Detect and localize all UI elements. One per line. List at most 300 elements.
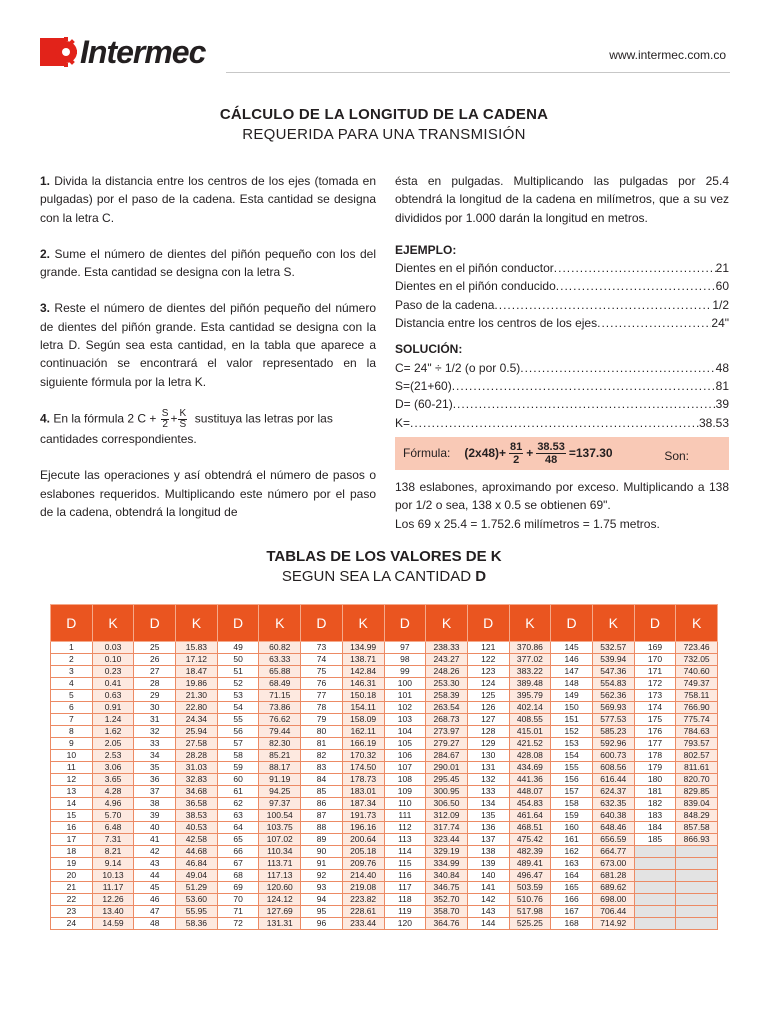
cell-k: 461.64	[509, 810, 551, 822]
cell-k: 40.53	[176, 822, 218, 834]
cell-d: 74	[301, 654, 343, 666]
cell-empty	[676, 882, 718, 894]
table-row	[51, 798, 718, 810]
solution-item-label: S=(21+60)	[395, 378, 452, 393]
cell-k: 732.05	[676, 654, 718, 666]
cell-k: 648.46	[592, 822, 634, 834]
cell-k: 395.79	[509, 690, 551, 702]
cell-k: 131.31	[259, 918, 301, 930]
cell-d: 12	[51, 774, 93, 786]
cell-k: 295.45	[426, 774, 468, 786]
cell-k: 138.71	[342, 654, 384, 666]
cell-d: 61	[217, 786, 259, 798]
cell-k: 632.35	[592, 798, 634, 810]
cell-k: 263.54	[426, 702, 468, 714]
cell-k: 706.44	[592, 906, 634, 918]
cell-d: 151	[551, 714, 593, 726]
cell-k: 233.44	[342, 918, 384, 930]
cell-d: 127	[467, 714, 509, 726]
cell-d: 111	[384, 810, 426, 822]
cell-empty	[634, 870, 676, 882]
cell-d: 177	[634, 738, 676, 750]
cell-d: 145	[551, 642, 593, 654]
cell-k: 3.06	[92, 762, 134, 774]
cell-d: 5	[51, 690, 93, 702]
result-text: 138 eslabones, aproximando por exceso. Multiplicando a 138 por 1/2 o sea, 138 x 0.5 se obtienen 69".	[395, 479, 729, 513]
cell-d: 25	[134, 642, 176, 654]
example-item-label: Dientes en el piñón conductor	[395, 261, 554, 276]
cell-k: 9.14	[92, 858, 134, 870]
cell-d: 81	[301, 738, 343, 750]
page-title-block	[0, 106, 768, 143]
cell-d: 66	[217, 846, 259, 858]
cell-d: 152	[551, 726, 593, 738]
cell-k: 428.08	[509, 750, 551, 762]
cell-k: 103.75	[259, 822, 301, 834]
cell-k: 25.94	[176, 726, 218, 738]
fraction-81-over-2: $\frac{81}{2}$	[510, 440, 523, 466]
formula-label: Fórmula:	[403, 446, 451, 461]
example-item-value: 24"	[711, 316, 729, 331]
cell-k: 468.51	[509, 822, 551, 834]
cell-k: 608.56	[592, 762, 634, 774]
cell-d: 88	[301, 822, 343, 834]
cell-d: 93	[301, 882, 343, 894]
cell-k: 482.39	[509, 846, 551, 858]
cell-k: 205.18	[342, 846, 384, 858]
column-header-k: K	[259, 605, 301, 642]
column-header-k: K	[92, 605, 134, 642]
cell-k: 421.52	[509, 738, 551, 750]
website-url[interactable]: www.intermec.com.co	[609, 48, 726, 62]
cell-k: 3.65	[92, 774, 134, 786]
cell-k: 389.48	[509, 678, 551, 690]
cell-k: 258.39	[426, 690, 468, 702]
table-row	[51, 762, 718, 774]
cell-k: 76.62	[259, 714, 301, 726]
cell-d: 83	[301, 762, 343, 774]
cell-k: 12.26	[92, 894, 134, 906]
column-header-d: D	[301, 605, 343, 642]
cell-d: 149	[551, 690, 593, 702]
table-row	[51, 786, 718, 798]
cell-d: 34	[134, 750, 176, 762]
cell-k: 279.27	[426, 738, 468, 750]
column-header-k: K	[509, 605, 551, 642]
table-row	[51, 678, 718, 690]
cell-d: 109	[384, 786, 426, 798]
cell-k: 82.30	[259, 738, 301, 750]
cell-d: 182	[634, 798, 676, 810]
cell-k: 525.25	[509, 918, 551, 930]
cell-d: 16	[51, 822, 93, 834]
cell-d: 140	[467, 870, 509, 882]
logo-wordmark: Intermec	[80, 33, 206, 70]
cell-d: 60	[217, 774, 259, 786]
cell-empty	[676, 918, 718, 930]
table-row	[51, 690, 718, 702]
cell-k: 13.40	[92, 906, 134, 918]
cell-d: 29	[134, 690, 176, 702]
cell-k: 34.68	[176, 786, 218, 798]
column-header-k: K	[676, 605, 718, 642]
cell-empty	[634, 906, 676, 918]
cell-d: 87	[301, 810, 343, 822]
column-header-d: D	[551, 605, 593, 642]
cell-d: 33	[134, 738, 176, 750]
cell-k: 539.94	[592, 654, 634, 666]
cell-k: 664.77	[592, 846, 634, 858]
cell-d: 160	[551, 822, 593, 834]
cell-d: 163	[551, 858, 593, 870]
cell-d: 78	[301, 702, 343, 714]
cell-k: 323.44	[426, 834, 468, 846]
cell-d: 185	[634, 834, 676, 846]
cell-k: 510.76	[509, 894, 551, 906]
cell-k: 32.83	[176, 774, 218, 786]
cell-k: 79.44	[259, 726, 301, 738]
cell-d: 90	[301, 846, 343, 858]
example-item-label: Paso de la cadena	[395, 297, 495, 312]
cell-k: 85.21	[259, 750, 301, 762]
cell-d: 77	[301, 690, 343, 702]
cell-k: 36.58	[176, 798, 218, 810]
cell-k: 248.26	[426, 666, 468, 678]
cell-d: 107	[384, 762, 426, 774]
cell-d: 70	[217, 894, 259, 906]
cell-k: 820.70	[676, 774, 718, 786]
column-header-d: D	[134, 605, 176, 642]
example-item-value: 60	[715, 279, 729, 294]
cell-k: 312.09	[426, 810, 468, 822]
cell-k: 689.62	[592, 882, 634, 894]
step-text: Sume el número de dientes del piñón pequeño con los del grande. Esta cantidad se designa con la letra S.	[40, 246, 376, 280]
cell-k: 65.88	[259, 666, 301, 678]
cell-k: 253.30	[426, 678, 468, 690]
cell-k: 0.10	[92, 654, 134, 666]
table-row	[51, 846, 718, 858]
cell-d: 167	[551, 906, 593, 918]
cell-d: 115	[384, 858, 426, 870]
cell-k: 329.19	[426, 846, 468, 858]
cell-d: 19	[51, 858, 93, 870]
cell-k: 22.80	[176, 702, 218, 714]
intermec-logo	[40, 32, 205, 72]
cell-k: 352.70	[426, 894, 468, 906]
cell-k: 698.00	[592, 894, 634, 906]
cell-d: 95	[301, 906, 343, 918]
cell-d: 98	[384, 654, 426, 666]
fraction-k-over-s: $\frac{K}{S}$	[179, 407, 187, 430]
cell-d: 133	[467, 786, 509, 798]
fraction-k-over-c: $\frac{38.53}{48}$	[537, 440, 565, 466]
cell-k: 46.84	[176, 858, 218, 870]
table-row	[51, 870, 718, 882]
cell-k: 532.57	[592, 642, 634, 654]
step-number: 2.	[40, 246, 51, 261]
table-row	[51, 666, 718, 678]
cell-empty	[634, 894, 676, 906]
cell-d: 168	[551, 918, 593, 930]
cell-d: 154	[551, 750, 593, 762]
cell-empty	[634, 882, 676, 894]
cell-d: 130	[467, 750, 509, 762]
cell-d: 100	[384, 678, 426, 690]
page-header	[40, 32, 730, 78]
continuation-text: ésta en pulgadas. Multiplicando las pulgadas por 25.4 obtendrá la longitud de la cadena en milímetros, que a su vez divididos por 1.000 darán la longitud en metros.	[395, 174, 729, 225]
cell-d: 184	[634, 822, 676, 834]
formula-result: =137.30	[568, 446, 613, 461]
formula-box	[395, 437, 729, 470]
cell-d: 79	[301, 714, 343, 726]
example-heading: EJEMPLO:	[395, 242, 457, 257]
cell-d: 132	[467, 774, 509, 786]
solution-heading: SOLUCIÓN:	[395, 342, 463, 357]
cell-k: 2.53	[92, 750, 134, 762]
cell-k: 448.07	[509, 786, 551, 798]
table-title-block	[0, 548, 768, 585]
column-header-k: K	[342, 605, 384, 642]
table-row	[51, 738, 718, 750]
cell-k: 290.01	[426, 762, 468, 774]
cell-d: 153	[551, 738, 593, 750]
cell-d: 6	[51, 702, 93, 714]
cell-empty	[676, 906, 718, 918]
cell-d: 26	[134, 654, 176, 666]
cell-d: 89	[301, 834, 343, 846]
cell-k: 68.49	[259, 678, 301, 690]
example-item-value: 21	[715, 261, 729, 276]
cell-k: 857.58	[676, 822, 718, 834]
cell-k: 793.57	[676, 738, 718, 750]
cell-d: 119	[384, 906, 426, 918]
cell-d: 64	[217, 822, 259, 834]
cell-d: 40	[134, 822, 176, 834]
cell-k: 238.33	[426, 642, 468, 654]
example-list	[395, 259, 729, 332]
solution-item	[395, 359, 729, 377]
cell-d: 73	[301, 642, 343, 654]
cell-k: 209.76	[342, 858, 384, 870]
cell-d: 21	[51, 882, 93, 894]
cell-k: 848.29	[676, 810, 718, 822]
cell-empty	[676, 894, 718, 906]
column-header-k: K	[592, 605, 634, 642]
cell-k: 0.23	[92, 666, 134, 678]
cell-d: 181	[634, 786, 676, 798]
header-divider	[226, 72, 730, 73]
cell-k: 107.02	[259, 834, 301, 846]
formula-expression: (2x48)+ $\frac{81}{2}$ + $\frac{38.53}{48}$ =137.30	[464, 440, 613, 466]
cell-k: 562.36	[592, 690, 634, 702]
cell-d: 91	[301, 858, 343, 870]
step-5: Ejecute las operaciones y así obtendrá el número de pasos o eslabones requeridos. Multiplicando este número por el paso de la cadena, obtendrá la longitud de	[40, 468, 376, 519]
table-row	[51, 774, 718, 786]
cell-d: 128	[467, 726, 509, 738]
cell-k: 178.73	[342, 774, 384, 786]
cell-k: 187.34	[342, 798, 384, 810]
example-column	[395, 172, 729, 534]
cell-k: 866.93	[676, 834, 718, 846]
cell-d: 37	[134, 786, 176, 798]
step-text: sustituya las letras por las cantidades correspondientes.	[40, 411, 333, 446]
cell-d: 22	[51, 894, 93, 906]
cell-k: 73.86	[259, 702, 301, 714]
cell-d: 75	[301, 666, 343, 678]
cell-empty	[676, 858, 718, 870]
cell-empty	[634, 858, 676, 870]
cell-d: 180	[634, 774, 676, 786]
cell-k: 5.70	[92, 810, 134, 822]
cell-d: 15	[51, 810, 93, 822]
cell-k: 624.37	[592, 786, 634, 798]
cell-d: 2	[51, 654, 93, 666]
cell-d: 114	[384, 846, 426, 858]
result-metres-text: Los 69 x 25.4 = 1.752.6 milímetros = 1.75 metros.	[395, 517, 660, 532]
cell-k: 775.74	[676, 714, 718, 726]
cell-d: 173	[634, 690, 676, 702]
cell-k: 585.23	[592, 726, 634, 738]
solution-item-value: 48	[715, 360, 729, 375]
cell-d: 126	[467, 702, 509, 714]
cell-k: 317.74	[426, 822, 468, 834]
cell-k: 306.50	[426, 798, 468, 810]
table-header-row	[51, 605, 718, 642]
cell-d: 55	[217, 714, 259, 726]
cell-k: 4.96	[92, 798, 134, 810]
cell-k: 200.64	[342, 834, 384, 846]
cell-k: 1.24	[92, 714, 134, 726]
cell-d: 117	[384, 882, 426, 894]
cell-d: 139	[467, 858, 509, 870]
cell-d: 23	[51, 906, 93, 918]
example-item	[395, 296, 729, 314]
cell-k: 53.60	[176, 894, 218, 906]
cell-k: 11.17	[92, 882, 134, 894]
table-row	[51, 858, 718, 870]
cell-d: 67	[217, 858, 259, 870]
column-header-d: D	[384, 605, 426, 642]
cell-d: 9	[51, 738, 93, 750]
column-header-d: D	[634, 605, 676, 642]
cell-k: 489.41	[509, 858, 551, 870]
cell-k: 21.30	[176, 690, 218, 702]
cell-k: 496.47	[509, 870, 551, 882]
cell-k: 673.00	[592, 858, 634, 870]
cell-d: 170	[634, 654, 676, 666]
cell-k: 60.82	[259, 642, 301, 654]
cell-k: 170.32	[342, 750, 384, 762]
step-2	[40, 245, 376, 282]
dot-leader	[410, 414, 699, 432]
solution-item-value: 39	[715, 397, 729, 412]
cell-k: 547.36	[592, 666, 634, 678]
cell-k: 600.73	[592, 750, 634, 762]
step-1	[40, 172, 376, 227]
cell-d: 1	[51, 642, 93, 654]
cell-k: 503.59	[509, 882, 551, 894]
cell-d: 44	[134, 870, 176, 882]
cell-d: 112	[384, 822, 426, 834]
cell-empty	[676, 870, 718, 882]
cell-k: 723.46	[676, 642, 718, 654]
cell-k: 554.83	[592, 678, 634, 690]
table-row	[51, 810, 718, 822]
cell-d: 76	[301, 678, 343, 690]
table-row	[51, 642, 718, 654]
cell-k: 0.63	[92, 690, 134, 702]
cell-d: 20	[51, 870, 93, 882]
cell-k: 91.19	[259, 774, 301, 786]
example-item	[395, 277, 729, 295]
cell-k: 656.59	[592, 834, 634, 846]
cell-d: 31	[134, 714, 176, 726]
column-header-d: D	[217, 605, 259, 642]
cell-d: 169	[634, 642, 676, 654]
cell-d: 146	[551, 654, 593, 666]
cell-k: 154.11	[342, 702, 384, 714]
cell-k: 0.41	[92, 678, 134, 690]
cell-k: 370.86	[509, 642, 551, 654]
cell-d: 36	[134, 774, 176, 786]
cell-d: 129	[467, 738, 509, 750]
cell-d: 94	[301, 894, 343, 906]
cell-d: 65	[217, 834, 259, 846]
cell-d: 172	[634, 678, 676, 690]
table-subtitle: SEGUN SEA LA CANTIDAD D	[281, 568, 487, 585]
cell-k: 17.12	[176, 654, 218, 666]
cell-k: 97.37	[259, 798, 301, 810]
cell-k: 6.48	[92, 822, 134, 834]
cell-k: 441.36	[509, 774, 551, 786]
cell-k: 300.95	[426, 786, 468, 798]
cell-k: 415.01	[509, 726, 551, 738]
cell-d: 143	[467, 906, 509, 918]
cell-d: 179	[634, 762, 676, 774]
step-number: 3.	[40, 301, 51, 316]
cell-k: 784.63	[676, 726, 718, 738]
dot-leader	[494, 296, 712, 314]
cell-d: 142	[467, 894, 509, 906]
page-title: CÁLCULO DE LA LONGITUD DE LA CADENA	[219, 106, 549, 123]
cell-d: 158	[551, 798, 593, 810]
cell-k: 377.02	[509, 654, 551, 666]
step-number: 1.	[40, 174, 51, 188]
cell-k: 51.29	[176, 882, 218, 894]
solution-item-label: K=	[395, 415, 411, 430]
cell-k: 749.37	[676, 678, 718, 690]
cell-k: 150.18	[342, 690, 384, 702]
solution-item	[395, 377, 729, 395]
cell-k: 142.84	[342, 666, 384, 678]
cell-k: 243.27	[426, 654, 468, 666]
cell-k: 7.31	[92, 834, 134, 846]
dot-leader	[520, 359, 715, 377]
cell-k: 10.13	[92, 870, 134, 882]
cell-d: 10	[51, 750, 93, 762]
cell-k: 268.73	[426, 714, 468, 726]
cell-k: 640.38	[592, 810, 634, 822]
step-text: Divida la distancia entre los centros de los ejes (tomada en pulgadas) por el paso de la cadena. Esta cantidad se designa con la letra C.	[40, 174, 376, 225]
cell-d: 38	[134, 798, 176, 810]
gear-logo-icon	[40, 35, 78, 69]
cell-k: 15.83	[176, 642, 218, 654]
cell-d: 82	[301, 750, 343, 762]
cell-d: 24	[51, 918, 93, 930]
cell-d: 13	[51, 786, 93, 798]
cell-k: 454.83	[509, 798, 551, 810]
example-item	[395, 314, 729, 332]
